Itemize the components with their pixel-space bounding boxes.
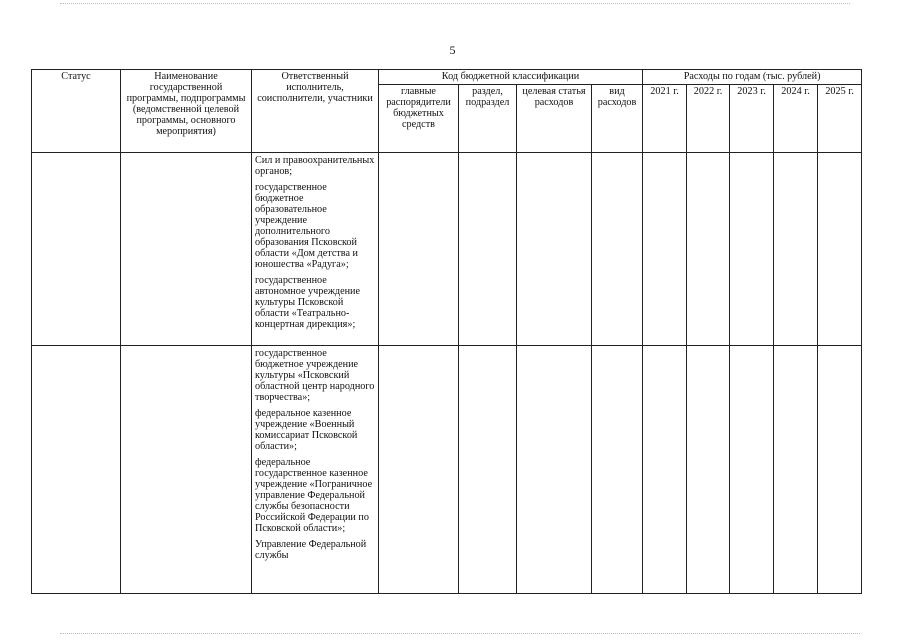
cell-participants <box>252 153 379 346</box>
col-main-managers: главные распорядители бюджетных средств <box>379 85 459 153</box>
col-year-2021: 2021 г. <box>643 85 687 153</box>
page-number: 5 <box>449 43 456 57</box>
cell-year-2025 <box>818 346 862 594</box>
cell-year-2022 <box>687 153 730 346</box>
scan-top-artifact <box>60 3 850 4</box>
participant-item: федеральное государственное казенное учреждение «Пограничное управление Федеральной службы безопасности Российской Федерации по Псковской области»; <box>255 457 373 535</box>
cell-year-2023 <box>730 346 774 594</box>
cell-year-2022 <box>687 346 730 594</box>
cell-expense-type <box>592 346 643 594</box>
participant-item: государственное автономное учреждение культуры Псковской области «Театрально-концертная дирекция»; <box>255 275 361 331</box>
budget-table <box>31 69 862 594</box>
cell-main-managers <box>379 346 459 594</box>
cell-status <box>32 153 121 346</box>
table-row <box>32 153 862 346</box>
cell-section <box>459 346 517 594</box>
table-row <box>32 346 862 594</box>
col-responsible: Ответственный исполнитель, соисполнители, участники <box>252 70 379 153</box>
cell-status <box>32 346 121 594</box>
col-year-2022: 2022 г. <box>687 85 730 153</box>
col-program-name: Наименование государственной программы, подпрограммы (ведомственной целевой программы, основного мероприятия) <box>121 70 252 153</box>
header-row-top <box>32 70 862 85</box>
col-expense-type: вид расходов <box>592 85 643 153</box>
cell-section <box>459 153 517 346</box>
cell-main-managers <box>379 153 459 346</box>
cell-program-name <box>121 153 252 346</box>
cell-year-2025 <box>818 153 862 346</box>
col-status: Статус <box>32 70 121 153</box>
col-target-article: целевая статья расходов <box>517 85 592 153</box>
col-group-budget-code: Код бюджетной классификации <box>379 70 643 85</box>
cell-program-name <box>121 346 252 594</box>
cell-year-2023 <box>730 153 774 346</box>
scan-bottom-artifact <box>60 633 860 634</box>
col-year-2024: 2024 г. <box>774 85 818 153</box>
participant-item: Сил и правоохранительных органов; <box>255 155 375 178</box>
col-group-expenses: Расходы по годам (тыс. рублей) <box>643 70 862 85</box>
participant-item: федеральное казенное учреждение «Военный комиссариат Псковской области»; <box>255 408 358 453</box>
cell-participants <box>252 346 379 594</box>
col-year-2023: 2023 г. <box>730 85 774 153</box>
cell-target-article <box>517 346 592 594</box>
participant-item: Управление Федеральной службы <box>255 539 367 562</box>
cell-year-2021 <box>643 346 687 594</box>
cell-year-2024 <box>774 153 818 346</box>
cell-year-2021 <box>643 153 687 346</box>
participant-item: государственное бюджетное образовательное учреждение дополнительного образования Псковской области «Дом детства и юношества «Радуга»; <box>255 182 358 271</box>
cell-target-article <box>517 153 592 346</box>
cell-year-2024 <box>774 346 818 594</box>
col-section: раздел, подраздел <box>459 85 517 153</box>
cell-expense-type <box>592 153 643 346</box>
col-year-2025: 2025 г. <box>818 85 862 153</box>
participant-item: государственное бюджетное учреждение культуры «Псковский областной центр народного творчества»; <box>255 348 375 404</box>
